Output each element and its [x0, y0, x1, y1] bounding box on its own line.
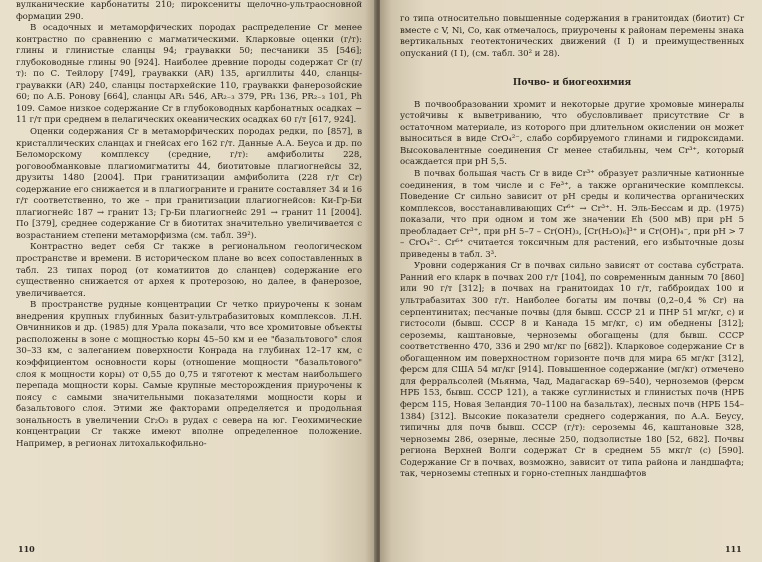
paragraph: Уровни содержания Cr в почвах сильно зависят от состава субстрата. Ранний его кларк в почвах 200 г/т [104], по современным данным 70 [860] или 90 г/т [312]; в почвах на гранитоидах 10 г/т, габброидах 100 и ультрабазитах 300 г/т. Наиболее богаты им почвы (0,2–0,4 % Cr) на серпентинитах; песчаные почвы (для бывш. СССР 21 и ПНР 51 мг/кг, с) и гистосоли (бывш. СССР 8 и Канада 15 мг/кг, с) им обеднены [312]; сероземы, каштановые, черноземы обогащены (для бывш. СССР соответственно 470, 336 и 290 мг/кг по [682]). Кларковое содержание Cr в обогащенном им поверхностном горизонте почв для мира 65 мг/кг [312], ферсм для США 54 мг/кг [914]. Повышенное содержание (мг/кг) отмечено для ферральсолей (Мьянма, Чад, Мадагаскар 69–540), черноземов (ферсм НРБ 153, бывш. СССР 121), а также суглинистых и глинистых почв (НРБ ферсм 115, Новая Зеландия 70–1100 на базальтах), лесных почв (НРБ 154–1384) [312]. Высокие показатели среднего содержания, по А.А. Беусу, типичны для почв бывш. СССР (г/т): сероземы 46, каштановые 328, черноземы 286, озерные, лесные 250, подзолистые 180 [52, 682]. Почвы региона Верхней Волги содержат Cr в среднем 55 мкг/г (с) [590]. Содержание Cr в почвах, возможно, зависит от типа района и ландшафта; так, черноземы степных и горно-степных ландшафтов — [400, 261, 744, 480]
left-page — [0, 0, 376, 562]
paragraph: го типа относительно повышенные содержания в гранитоидах (биотит) Cr вместе с V, Ni, Co, как отмечалось, приурочены к районам перемены знака вертикальных геотектонических движений (I I) и преимущественных опусканий (I I), (см. табл. 30² и 28). — [400, 14, 744, 59]
paragraph: В почвообразовании хромит и некоторые другие хромовые минералы устойчивы к выветриванию, что обусловливает присутствие Cr в остаточном материале, из которого при длительном окислении он может выноситься в виде CrO₄²⁻, слабо сорбируемого глинами и гидроксидами. Высоковалентные соединения Cr менее стабильны, чем Cr³⁺, который осаждается при pH 5,5. — [400, 99, 744, 168]
page-number: 111 — [725, 544, 742, 554]
paragraph: В пространстве рудные концентрации Cr четко приурочены к зонам внедрения крупных глубинных базит-ультрабазитовых комплексов. Л.Н. Овчинников и др. (1985) для Урала показали, что все хромитовые объекты расположены в зоне с мощностью коры 45–50 км и ее "базальтового" слоя 30–33 км, с залеганием поверхности Конрада на глубинах 12–17 км, с коэффициентом основности коры (отношение мощности "базальтового" слоя к мощности коры) от 0,55 до 0,75 и тяготеют к местам наибольшего перепада мощности коры. Самые крупные месторождения приурочены к поясу с самыми значительными показателями мощности коры и базальтового слоя. Этими же факторами определяется и продольная зональность в увеличении Cr₂O₃ в рудах с севера на юг. Геохимические концентрации Cr также имеют вполне определенное положение. Например, в регионах литохалькофильно- — [16, 300, 362, 449]
right-page — [380, 0, 762, 562]
paragraph: вулканические карбонатиты 210; пироксениты щелочно-ультраосновной формации 290. — [16, 0, 362, 22]
paragraph: Контрастно ведет себя Cr также в региональном геологическом пространстве и времени. В историческом плане во всех сопоставленных в табл. 23 типах пород (от коматиитов до сланцев) содержание его существенно снижается от архея к протерозою, но далее, в фанерозое, увеличивается. — [16, 242, 362, 299]
left-page-text — [16, 0, 362, 450]
section-heading: Почво- и биогеохимия — [512, 78, 632, 89]
paragraph: Оценки содержания Cr в метаморфических породах редки, по [857], в кристаллических сланцах и гнейсах его 162 г/т. Данные А.А. Беуса и др. по Беломорскому комплексу (средние, г/т): амфиболиты 228, роговообманковые плагиомигматиты 44, биотитовые плагиогнейсы 32, друзиты 1480 [2004]. При гранитизации амфиболита (228 г/т Cr) содержание его снижается и в плагиограните и граните составляет 34 и 16 г/т соответственно, то же – при гранитизации плагиогнейсов: Ки-Гр-Би плагиогнейс 187 → гранит 13; Гр-Би плагиогнейс 291 → гранит 11 [2004]. По [379], среднее содержание Cr в биотитах значительно увеличивается с возрастанием степени метаморфизма (см. табл. 39²). — [16, 127, 362, 241]
right-page-text — [400, 14, 744, 481]
page-number: 110 — [18, 544, 35, 554]
paragraph: В почвах большая часть Cr в виде Cr³⁺ образует различные катионные соединения, в том числе и с Fe³⁺, а также органические комплексы. Поведение Cr сильно зависит от pH среды и количества органических комплексов, восстанавливающих Cr⁶⁺ → Cr³⁺. Н. Эль-Бессам и др. (1975) показали, что при одном и том же значении Eh (500 мВ) при pH 5 преобладает Cr³⁺, при pH 5–7 – Cr(OH)₃, [Cr(H₂O)₆]³⁺ и Cr(OH)₄⁻, при pH > 7 – CrO₄²⁻. Cr⁶⁺ считается токсичным для растений, его избыточные дозы приведены в табл. 3³. — [400, 169, 744, 260]
paragraph: В осадочных и метаморфических породах распределение Cr менее контрастно по сравнению с магматическими. Кларковые оценки (г/т): глины и глинистые сланцы 94; граувакки 50; песчаники 35 [546]; глубоководные глины 90 [924]. Наиболее древние породы содержат Cr (г/т): по С. Тейлору [749], граувакки (AR) 135, аргиллиты 440, сланцы-граувакки (AR) 240, сланцы постархейские 110, граувакки фанерозойские 60; по А.Б. Ронову [664], сланцы AR₁ 546, AR₂₋₃ 379, PR₁ 136, PR₂₋₃ 101, Ph 109. Самое низкое содержание Cr в глубоководных карбонатных осадках ~ 11 г/т при среднем в пелагических океанических осадках 60 г/т [617, 924]. — [16, 23, 362, 126]
